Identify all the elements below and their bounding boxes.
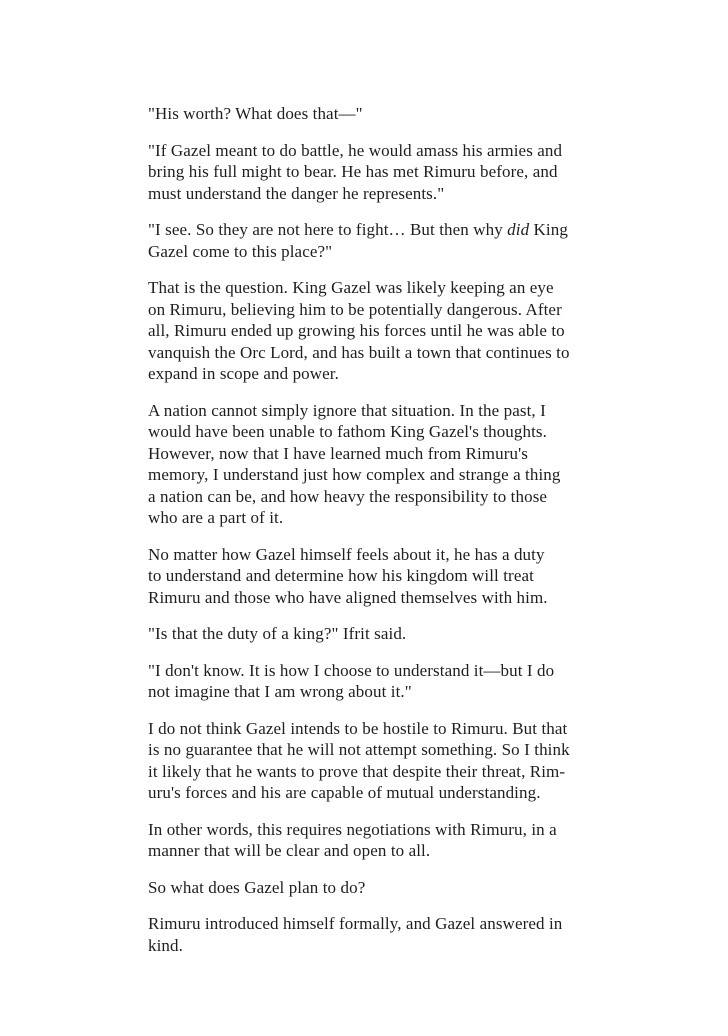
- text-segment: vanquish the Orc Lord, and has built a town that continues to: [148, 342, 570, 362]
- text-segment: on Rimuru, believing him to be potentially dangerous. After: [148, 299, 562, 319]
- paragraph: [148, 219, 588, 262]
- text-segment: memory, I understand just how complex and strange a thing: [148, 465, 561, 484]
- emphasized-text: did: [507, 220, 530, 239]
- text-segment: uru's forces and his are capable of mutual understanding.: [148, 783, 541, 802]
- text-line: [148, 507, 588, 529]
- text-line: [148, 161, 588, 183]
- text-segment: Rimuru and those who have aligned themselves with him.: [148, 587, 548, 607]
- text-line: [148, 935, 588, 957]
- paragraph: [148, 913, 588, 956]
- text-line: [148, 140, 588, 162]
- text-line: [148, 782, 588, 804]
- paragraph: [148, 277, 588, 385]
- text-line: [148, 718, 588, 740]
- text-segment: In other words, this requires negotiations with Rimuru, in a: [148, 819, 557, 839]
- text-segment: would have been unable to fathom King Gazel's thoughts.: [148, 422, 547, 441]
- text-segment: A nation cannot simply ignore that situation. In the past, I: [148, 400, 546, 420]
- text-segment: That is the question. King Gazel was likely keeping an eye: [148, 278, 554, 297]
- text-line: [148, 103, 588, 125]
- paragraph: [148, 660, 588, 703]
- paragraph: [148, 103, 588, 125]
- text-segment: "Is that the duty of a king?" Ifrit said.: [148, 624, 407, 643]
- paragraph: [148, 400, 588, 529]
- text-segment: "I see. So they are not here to fight… But then why: [148, 220, 508, 239]
- text-line: [148, 486, 588, 508]
- text-line: [148, 544, 588, 566]
- text-line: [148, 277, 588, 299]
- text-segment: expand in scope and power.: [148, 364, 339, 383]
- text-segment: "I don't know. It is how I choose to understand it—but I do: [148, 660, 555, 680]
- text-segment: it likely that he wants to prove that despite their threat, Rim-: [148, 761, 566, 781]
- text-line: [148, 565, 588, 587]
- text-line: [148, 342, 588, 364]
- text-line: [148, 660, 588, 682]
- paragraph: [148, 819, 588, 862]
- text-line: [148, 840, 588, 862]
- text-segment: kind.: [148, 935, 183, 955]
- text-segment: who are a part of it.: [148, 508, 284, 527]
- paragraph: [148, 718, 588, 804]
- text-segment: I do not think Gazel intends to be hostile to Rimuru. But that: [148, 718, 568, 738]
- text-line: [148, 363, 588, 385]
- text-line: [148, 587, 588, 609]
- page-text: [148, 103, 588, 971]
- text-segment: is no guarantee that he will not attempt something. So I think: [148, 740, 570, 759]
- text-line: [148, 241, 588, 263]
- text-segment: a nation can be, and how heavy the responsibility to those: [148, 486, 548, 506]
- text-segment: King: [529, 220, 568, 239]
- text-segment: all, Rimuru ended up growing his forces until he was able to: [148, 321, 565, 340]
- text-segment: No matter how Gazel himself feels about it, he has a duty: [148, 544, 545, 564]
- text-line: [148, 877, 588, 899]
- text-line: [148, 421, 588, 443]
- text-line: [148, 681, 588, 703]
- text-line: [148, 320, 588, 342]
- text-segment: manner that will be clear and open to all.: [148, 841, 431, 860]
- text-segment: "If Gazel meant to do battle, he would amass his armies and: [148, 140, 563, 160]
- text-line: [148, 299, 588, 321]
- text-line: [148, 464, 588, 486]
- paragraph: [148, 877, 588, 899]
- text-segment: However, now that I have learned much from Rimuru's: [148, 443, 528, 463]
- text-segment: not imagine that I am wrong about it.": [148, 682, 412, 701]
- text-line: [148, 219, 588, 241]
- text-line: [148, 400, 588, 422]
- paragraph: [148, 544, 588, 609]
- text-line: [148, 819, 588, 841]
- text-segment: So what does Gazel plan to do?: [148, 877, 366, 897]
- text-line: [148, 623, 588, 645]
- text-segment: Gazel come to this place?": [148, 241, 333, 261]
- text-line: [148, 443, 588, 465]
- text-segment: Rimuru introduced himself formally, and Gazel answered in: [148, 914, 563, 933]
- text-line: [148, 761, 588, 783]
- text-segment: must understand the danger he represents.": [148, 183, 445, 203]
- text-segment: "His worth? What does that—": [148, 104, 363, 123]
- text-line: [148, 183, 588, 205]
- paragraph: [148, 140, 588, 205]
- text-line: [148, 739, 588, 761]
- text-line: [148, 913, 588, 935]
- text-segment: bring his full might to bear. He has met Rimuru before, and: [148, 162, 558, 181]
- text-segment: to understand and determine how his kingdom will treat: [148, 566, 534, 585]
- paragraph: [148, 623, 588, 645]
